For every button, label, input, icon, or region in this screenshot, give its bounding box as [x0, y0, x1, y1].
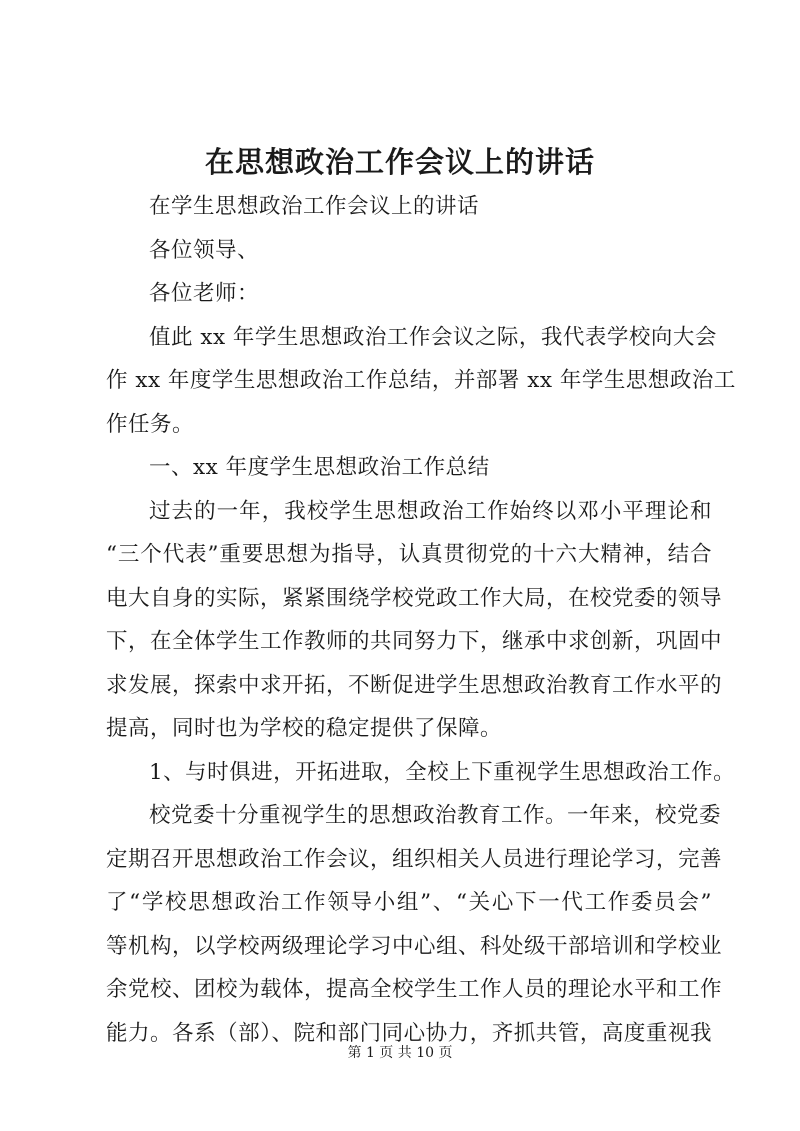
text-line: 一、xx 年度学生思想政治工作总结 — [149, 455, 490, 480]
text-line: 下，在全体学生工作教师的共同努力下，继承中求创新，巩固中 — [106, 629, 723, 654]
text-line: 各位领导、 — [149, 237, 260, 263]
document-title: 在思想政治工作会议上的讲话 — [204, 145, 595, 179]
text-line: 了“学校思想政治工作领导小组”、“关心下一代工作委员会” — [106, 890, 712, 915]
text-line: 提高，同时也为学校的稳定提供了保障。 — [106, 716, 503, 741]
text-line: 过去的一年，我校学生思想政治工作始终以邓小平理论和 — [149, 498, 712, 524]
text-line: 作任务。 — [106, 411, 195, 437]
text-line: 能力。各系（部）、院和部门同心协力，齐抓共管，高度重视我 — [106, 1020, 712, 1046]
document-body — [106, 185, 736, 1055]
page-footer: 第 1 页 共 10 页 — [347, 1045, 453, 1061]
text-line: 定期召开思想政治工作会议，组织相关人员进行理论学习，完善 — [106, 846, 723, 872]
text-line: 1、与时俱进，开拓进取，全校上下重视学生思想政治工作。 — [149, 759, 736, 785]
text-line: 等机构，以学校两级理论学习中心组、科处级干部培训和学校业 — [106, 933, 723, 959]
text-line: 余党校、团校为载体，提高全校学生工作人员的理论水平和工作 — [106, 977, 723, 1002]
text-line: 校党委十分重视学生的思想政治教育工作。一年来，校党委 — [149, 803, 722, 828]
text-line: 各位老师： — [149, 281, 260, 306]
text-line: 作 xx 年度学生思想政治工作总结，并部署 xx 年学生思想政治工 — [106, 368, 736, 393]
text-line: 求发展，探索中求开拓，不断促进学生思想政治教育工作水平的 — [106, 672, 723, 698]
text-line: 值此 xx 年学生思想政治工作会议之际，我代表学校向大会 — [149, 324, 717, 350]
text-line: “三个代表”重要思想为指导，认真贯彻党的十六大精神，结合 — [106, 542, 712, 567]
text-line: 在学生思想政治工作会议上的讲话 — [149, 194, 480, 219]
text-line: 电大自身的实际，紧紧围绕学校党政工作大局，在校党委的领导 — [106, 585, 723, 611]
